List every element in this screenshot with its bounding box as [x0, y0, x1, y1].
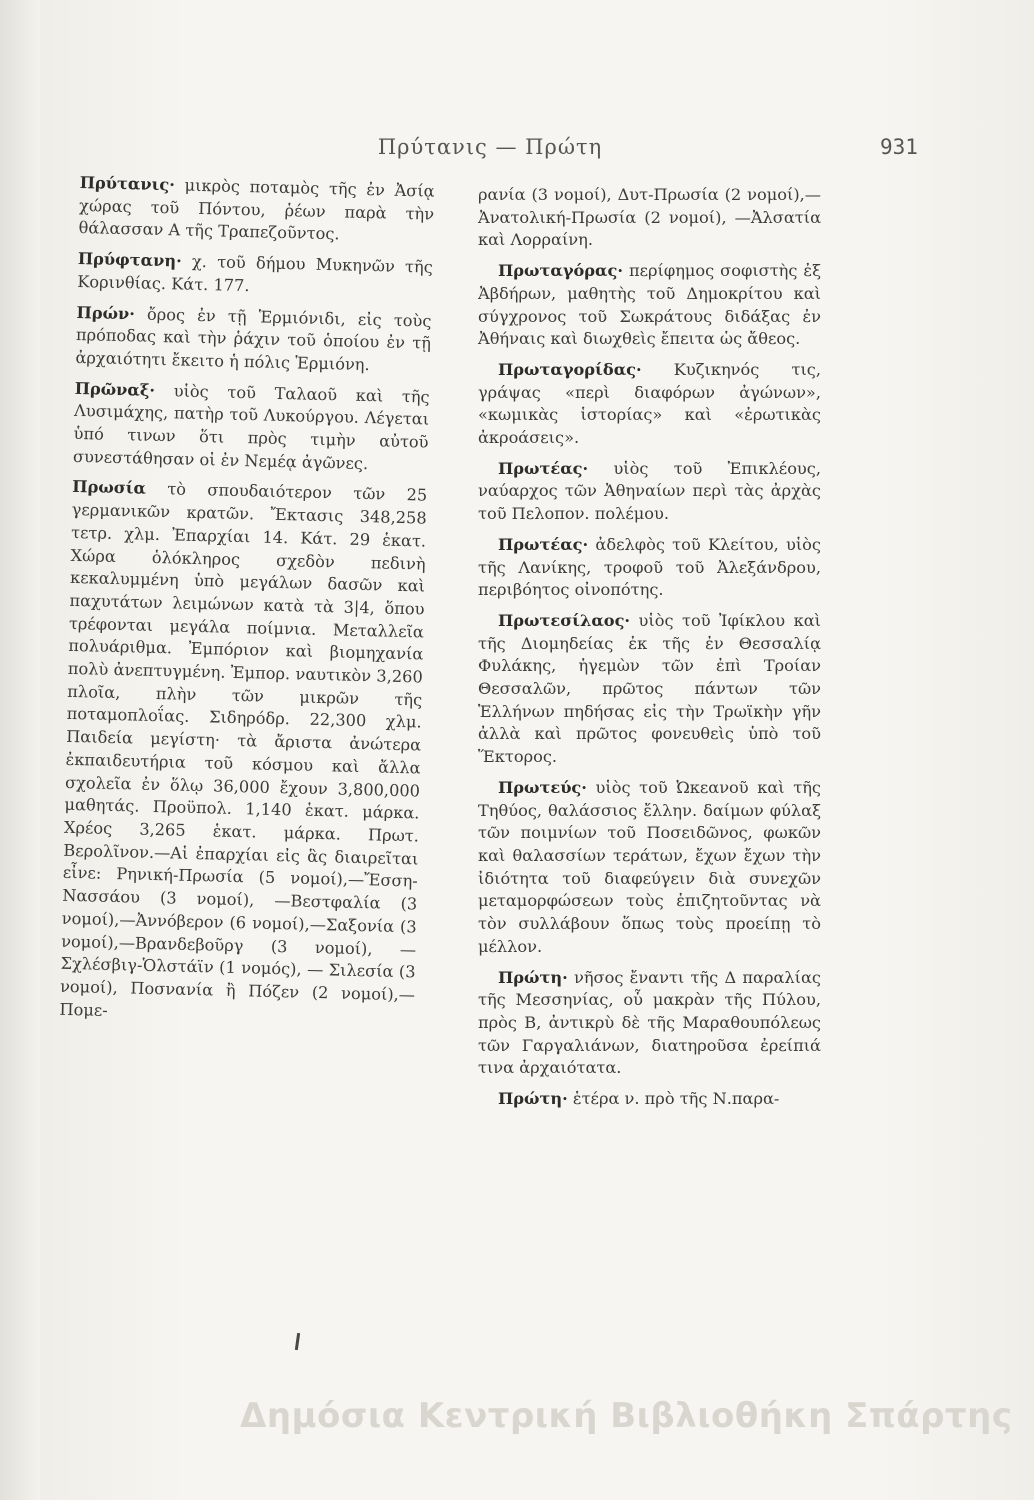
left-column	[59, 172, 435, 1038]
page-gutter-shadow	[0, 0, 40, 1500]
entry-headword: Πρύτανις·	[79, 172, 176, 195]
entry-headword: Πρωταγορίδας·	[498, 359, 642, 379]
entry-headword: Πρωταγόρας·	[498, 261, 624, 281]
entry-text: ἑτέρα ν. πρὸ τῆς Ν.παρα-	[567, 1089, 780, 1109]
entry-text: υἱὸς τοῦ Ὠκεανοῦ καὶ τῆς Τηθύος, θαλάσσιος ἔλλην. δαίμων φύλαξ τῶν ποιμνίων τοῦ Ποσειδῶνος, φωκῶν καὶ θαλασσίων τεράτων, ἔχων ἔχων τὴν ἰδιότητα τοῦ διαφεύγειν διὰ συνεχῶν μεταμορφώσεων τοὺς ἐπιζητοῦντας νὰ τὸν συλλάβουν ὅπως τοὺς προείπῃ τὸ μέλλον.	[478, 777, 821, 956]
entry-text: χ. τοῦ δήμου Μυκηνῶν τῆς Κορινθίας. Κάτ. 177.	[77, 251, 434, 295]
dictionary-entry	[75, 301, 432, 378]
running-header: Πρύτανις — Πρώτη 931	[160, 135, 820, 171]
header-title: Πρύτανις — Πρώτη	[377, 135, 603, 159]
entry-text: υἱὸς τοῦ Ταλαοῦ καὶ τῆς Λυσιμάχης, πατὴρ τοῦ Λυκούργου. Λέγεται ὑπό τινων ὅτι πρὸς τιμὴν αὐτοῦ συνεστάθησαν οἱ ἐν Νεμέᾳ ἀγῶνες.	[72, 380, 430, 473]
entry-headword: Πρώτη·	[498, 1089, 568, 1109]
library-watermark: Δημόσια Κεντρική Βιβλιοθήκη Σπάρτης	[240, 1396, 1013, 1436]
entry-text: περίφημος σοφιστὴς ἐξ Ἀβδήρων, μαθητὴς τοῦ Δημοκρίτου καὶ σύγχρονος τοῦ Σωκράτους διδάξας ἐν Ἀθήναις καὶ διωχθεὶς ἔπειτα ὡς ἄθεος.	[478, 261, 821, 349]
entry-headword: Πρωσία	[72, 477, 147, 499]
entry-headword: Πρωτέας·	[498, 534, 589, 554]
entry-text: Κυζικηνός τις, γράψας «περὶ διαφόρων ἀγώνων», «κωμικὰς ἱστορίας» καὶ «ἐρωτικὰς ἀκροάσεις».	[478, 359, 821, 448]
dictionary-entry	[478, 260, 821, 351]
entry-text: νῆσος ἔναντι τῆς Δ παραλίας τῆς Μεσσηνίας, οὗ μακρὰν τῆς Πύλου, πρὸς Β, ἀντικρὺ δὲ τῆς Μαραθουπόλεως τῶν Γαργαλιάνων, διατηροῦσα ἐρείπιά τινα ἀρχαιότατα.	[478, 967, 821, 1078]
dictionary-entry	[478, 610, 821, 769]
entry-text: ἀδελφὸς τοῦ Κλείτου, υἱὸς τῆς Λανίκης, τροφοῦ τοῦ Ἀλεξάνδρου, περιβόητος οἰνοπότης.	[478, 534, 821, 600]
dictionary-entry	[478, 777, 821, 959]
entry-text: μικρὸς ποταμὸς τῆς ἐν Ἀσίᾳ χώρας τοῦ Πόντου, ῥέων παρὰ τὴν θάλασσαν Α τῆς Τραπεζοῦντος.	[78, 175, 435, 244]
entry-headword: Πρωτεσίλαος·	[498, 610, 631, 630]
dictionary-entry	[77, 248, 433, 302]
entry-text: ὄρος ἐν τῇ Ἑρμιόνιδι, εἰς τοὺς πρόποδας καὶ τὴν ῥάχιν τοῦ ὁποίου ἐν τῇ ἀρχαιότητι ἔκειτο ἡ πόλις Ἑρμιόνη.	[75, 303, 432, 375]
entry-text: τὸ σπουδαιότερον τῶν 25 γερμανικῶν κρατῶν. Ἔκτασις 348,258 τετρ. χλμ. Ἐπαρχίαι 14. Κάτ. 29 ἑκατ. Χώρα ὁλόκληρος σχεδὸν πεδινὴ κεκαλυμμένη ὑπὸ μεγάλων δασῶν καὶ παχυτάτων λειμώνων κατὰ τὰ 3|4, ὅπου τρέφονται μεγάλα ποίμνια. Μεταλλεῖα πολυάριθμα. Ἐμπόριον καὶ βιομηχανία πολὺ ἀνεπτυγμένη. Ἐμπορ. ναυτικὸν 3,260 πλοῖα, πλὴν τῶν μικρῶν τῆς ποταμοπλοΐας. Σιδηρόδρ. 22,300 χλμ. Παιδεία μεγίστη· τὰ ἄριστα ἀνώτερα ἐκπαιδευτήρια τοῦ κόσμου καὶ ἄλλα σχολεῖα ἐν ὅλῳ 36,000 ἔχουν 3,800,000 μαθητάς. Προϋπολ. 1,140 ἑκατ. μάρκα. Χρέος 3,265 ἑκατ. μάρκα. Πρωτ. Βερολῖνον.—Αἱ ἐπαρχίαι εἰς ἃς διαιρεῖται εἶνε: Ρηνική-Πρωσία (5 νομοί),—Ἔσση-Νασσάου (3 νομοί), —Βεστφαλία (3 νομοί),—Ἀννόβερον (6 νομοί),—Σαξονία (3 νομοί),—Βρανδεβοῦργ (3 νομοί), — Σχλέσβιγ-Ὁλστάϊν (1 νομός), — Σιλεσία (3 νομοί), Ποσνανία ἢ Πόζεν (2 νομοί),—Πομε-	[59, 479, 428, 1020]
entry-headword: Πρῶναξ·	[74, 378, 156, 400]
entry-headword: Πρωτέας·	[498, 458, 589, 478]
right-column	[478, 184, 821, 1119]
entry-headword: Πρωτεύς·	[498, 777, 587, 797]
dictionary-entry	[478, 967, 821, 1081]
dictionary-entry	[478, 1088, 821, 1111]
entry-headword: Πρύφτανη·	[77, 249, 183, 271]
dictionary-entry	[73, 378, 430, 477]
ink-mark	[295, 1333, 300, 1350]
entry-text: υἱὸς τοῦ Ἐπικλέους, ναύαρχος τῶν Ἀθηναίων περὶ τὰς ἀρχὰς τοῦ Πελοπον. πολέμου.	[478, 458, 821, 524]
entry-text: υἱὸς τοῦ Ἰφίκλου καὶ τῆς Διομηδείας ἐκ τῆς ἐν Θεσσαλίᾳ Φυλάκης, ἡγεμὼν τῶν ἐπὶ Τροίαν Θεσσαλῶν, πρῶτος πάντων τῶν Ἑλλήνων πηδήσας εἰς τὴν Τρωϊκὴν γῆν ἀλλὰ καὶ πρῶτος φονευθεὶς ὑπὸ τοῦ Ἕκτορος.	[478, 610, 821, 767]
dictionary-entry	[78, 172, 435, 249]
entry-headword: Πρών·	[76, 302, 136, 323]
entry-headword: Πρώτη·	[498, 967, 568, 987]
dictionary-entry-continuation	[478, 184, 821, 252]
entry-text: ρανία (3 νομοί), Δυτ-Πρωσία (2 νομοί),—Ἀνατολική-Πρωσία (2 νομοί), —Ἀλσατία καὶ Λορραίνη.	[478, 185, 821, 250]
dictionary-entry	[478, 458, 821, 526]
dictionary-entry	[59, 476, 427, 1029]
dictionary-entry	[478, 534, 821, 602]
dictionary-entry	[478, 359, 821, 450]
